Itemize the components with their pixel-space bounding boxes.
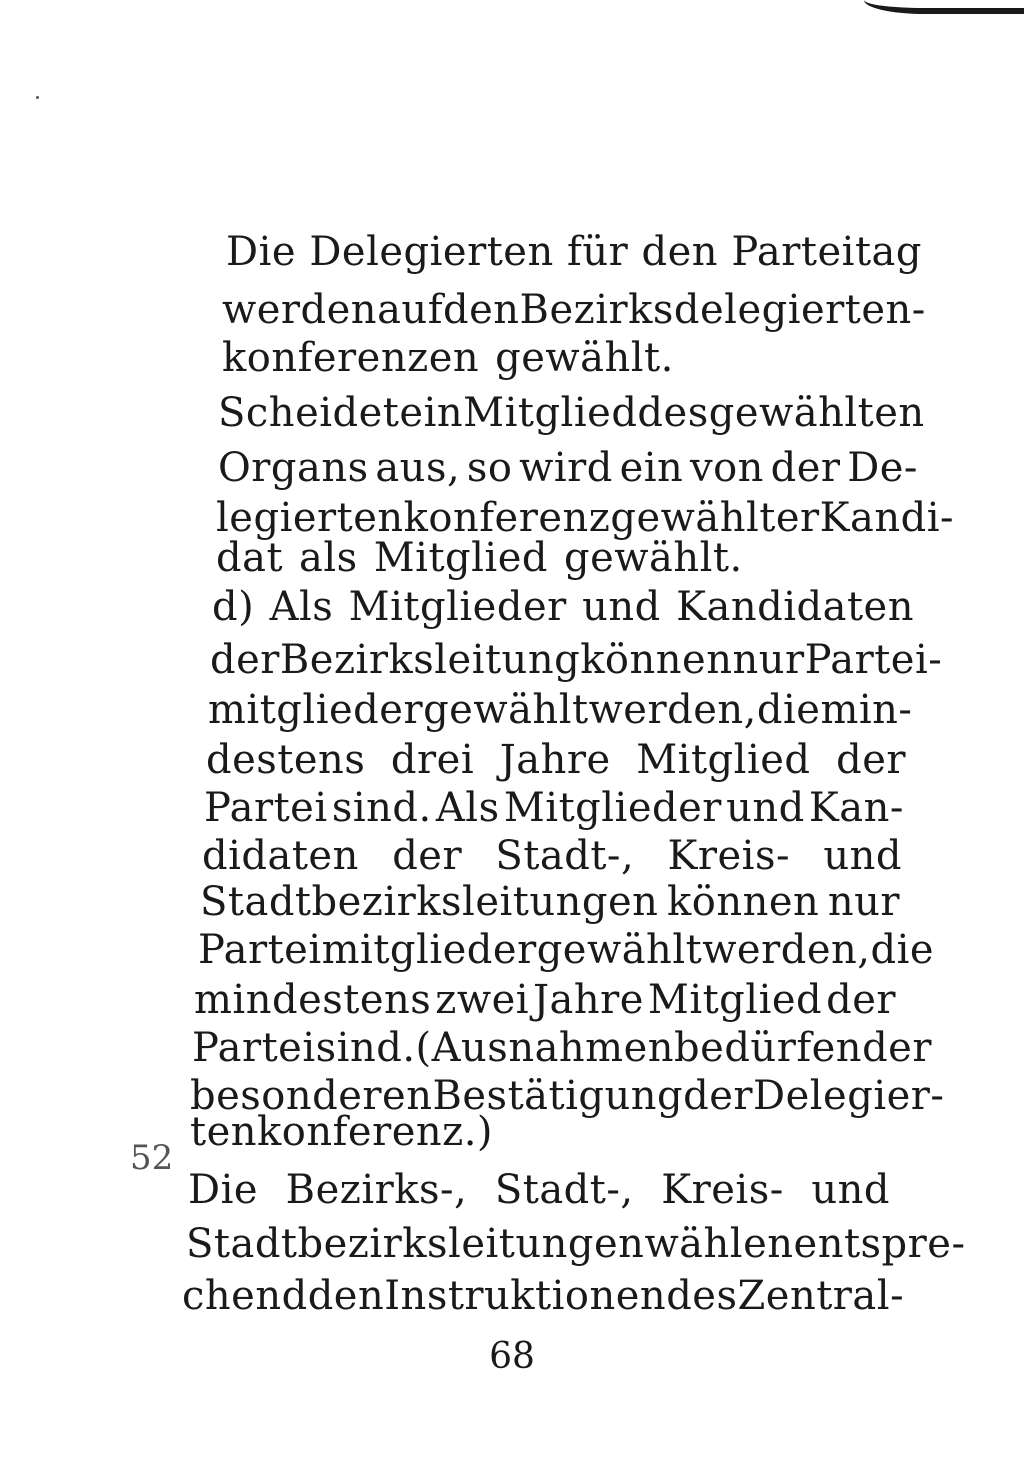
word: Organs bbox=[218, 445, 369, 491]
text-line bbox=[222, 328, 922, 388]
word: Stadtbezirksleitungen bbox=[200, 879, 659, 925]
word: der bbox=[862, 1025, 932, 1071]
word: zwei bbox=[435, 977, 530, 1023]
word: min- bbox=[820, 687, 913, 733]
text-line bbox=[218, 383, 925, 443]
word: können bbox=[667, 879, 820, 925]
word: den bbox=[307, 1273, 385, 1319]
word: der bbox=[770, 445, 841, 491]
word: dat bbox=[216, 535, 284, 581]
word: Bezirksdelegierten- bbox=[519, 287, 926, 333]
word: des bbox=[666, 1273, 738, 1319]
word: d) bbox=[212, 584, 255, 630]
word: den bbox=[641, 229, 719, 275]
word: der bbox=[210, 637, 280, 683]
word: für bbox=[567, 229, 629, 275]
word: chend bbox=[182, 1273, 308, 1319]
text-line bbox=[212, 577, 914, 637]
word: Mitglieder bbox=[503, 785, 722, 831]
word: Kandidaten bbox=[676, 584, 914, 630]
word: der bbox=[836, 737, 906, 783]
word: auf bbox=[377, 287, 443, 333]
word: die bbox=[870, 927, 935, 973]
word: Stadt-, bbox=[495, 833, 635, 879]
word: und bbox=[582, 584, 661, 630]
word: den bbox=[443, 287, 520, 333]
word: ein bbox=[619, 445, 684, 491]
word: drei bbox=[390, 737, 475, 783]
word: gewählt bbox=[536, 927, 703, 973]
word: Mitglied bbox=[636, 737, 811, 783]
word: Partei- bbox=[804, 637, 943, 683]
word: des bbox=[637, 390, 709, 436]
word: Instruktionen bbox=[384, 1273, 667, 1319]
word: der bbox=[683, 1073, 754, 1119]
word: gewählt bbox=[423, 687, 589, 733]
word: Scheidet bbox=[218, 390, 400, 436]
word: destens bbox=[206, 737, 366, 783]
word: (Ausnahmen bbox=[415, 1025, 675, 1071]
word: wählen bbox=[644, 1221, 794, 1267]
word: und bbox=[726, 785, 805, 831]
margin-note: 52 bbox=[130, 1138, 174, 1178]
word: gewählt. bbox=[495, 335, 674, 381]
word: mitglieder bbox=[208, 687, 424, 733]
word: Parteimitglieder bbox=[198, 927, 537, 973]
word: Delegierten bbox=[309, 229, 554, 275]
word: Mitglied bbox=[647, 977, 823, 1023]
word: Mitglieder bbox=[348, 584, 567, 630]
text-line bbox=[182, 1266, 905, 1326]
word: Kandi- bbox=[819, 495, 955, 541]
word: Als bbox=[269, 584, 334, 630]
word: besonderen bbox=[190, 1073, 433, 1119]
word: können bbox=[580, 637, 733, 683]
text-line bbox=[188, 1160, 890, 1220]
word: Die bbox=[226, 229, 297, 275]
word: aus, bbox=[375, 445, 461, 491]
word: Kreis- bbox=[667, 833, 790, 879]
word: sind. bbox=[331, 785, 432, 831]
word: von bbox=[689, 445, 764, 491]
word: Partei bbox=[192, 1025, 316, 1071]
word: Die bbox=[188, 1167, 259, 1213]
word: werden, bbox=[588, 687, 757, 733]
word: Stadtbezirksleitungen bbox=[186, 1221, 645, 1267]
word: werden, bbox=[702, 927, 871, 973]
word: nur bbox=[732, 637, 805, 683]
word: als bbox=[299, 535, 358, 581]
word: Bestätigung bbox=[432, 1073, 684, 1119]
word: Bezirks-, bbox=[285, 1167, 468, 1213]
word: Jahre bbox=[532, 977, 644, 1023]
page-number: 68 bbox=[489, 1336, 535, 1377]
word: Mitglied bbox=[373, 535, 548, 581]
word: Als bbox=[435, 785, 500, 831]
word: mindestens bbox=[194, 977, 432, 1023]
word: so bbox=[466, 445, 513, 491]
word: wird bbox=[519, 445, 613, 491]
word: Zentral- bbox=[737, 1273, 905, 1319]
word: gewählt. bbox=[564, 535, 743, 581]
word: der bbox=[392, 833, 463, 879]
word: Parteitag bbox=[731, 229, 922, 275]
word: der bbox=[826, 977, 896, 1023]
word: Kreis- bbox=[661, 1167, 784, 1213]
word: und bbox=[823, 833, 902, 879]
word: Kan- bbox=[808, 785, 904, 831]
word: entspre- bbox=[793, 1221, 966, 1267]
word: Partei bbox=[204, 785, 328, 831]
word: gewählten bbox=[708, 390, 925, 436]
word: Stadt-, bbox=[494, 1167, 634, 1213]
word: konferenzen bbox=[222, 335, 480, 381]
word: gewählter bbox=[610, 495, 820, 541]
word: Mitglied bbox=[463, 390, 638, 436]
word: Bezirksleitung bbox=[279, 637, 581, 683]
word: nur bbox=[827, 879, 900, 925]
word: die bbox=[756, 687, 821, 733]
text-line bbox=[226, 222, 922, 282]
text-line bbox=[190, 1102, 890, 1162]
word: tenkonferenz.) bbox=[190, 1109, 494, 1155]
word: Jahre bbox=[499, 737, 611, 783]
word: didaten bbox=[202, 833, 359, 879]
word: Delegier- bbox=[753, 1073, 945, 1119]
word: legiertenkonferenz bbox=[216, 495, 611, 541]
word: bedürfen bbox=[674, 1025, 863, 1071]
word: sind. bbox=[315, 1025, 416, 1071]
word: ein bbox=[399, 390, 464, 436]
word: und bbox=[811, 1167, 890, 1213]
word: De- bbox=[847, 445, 918, 491]
text-line bbox=[186, 1214, 966, 1274]
word: werden bbox=[222, 287, 378, 333]
